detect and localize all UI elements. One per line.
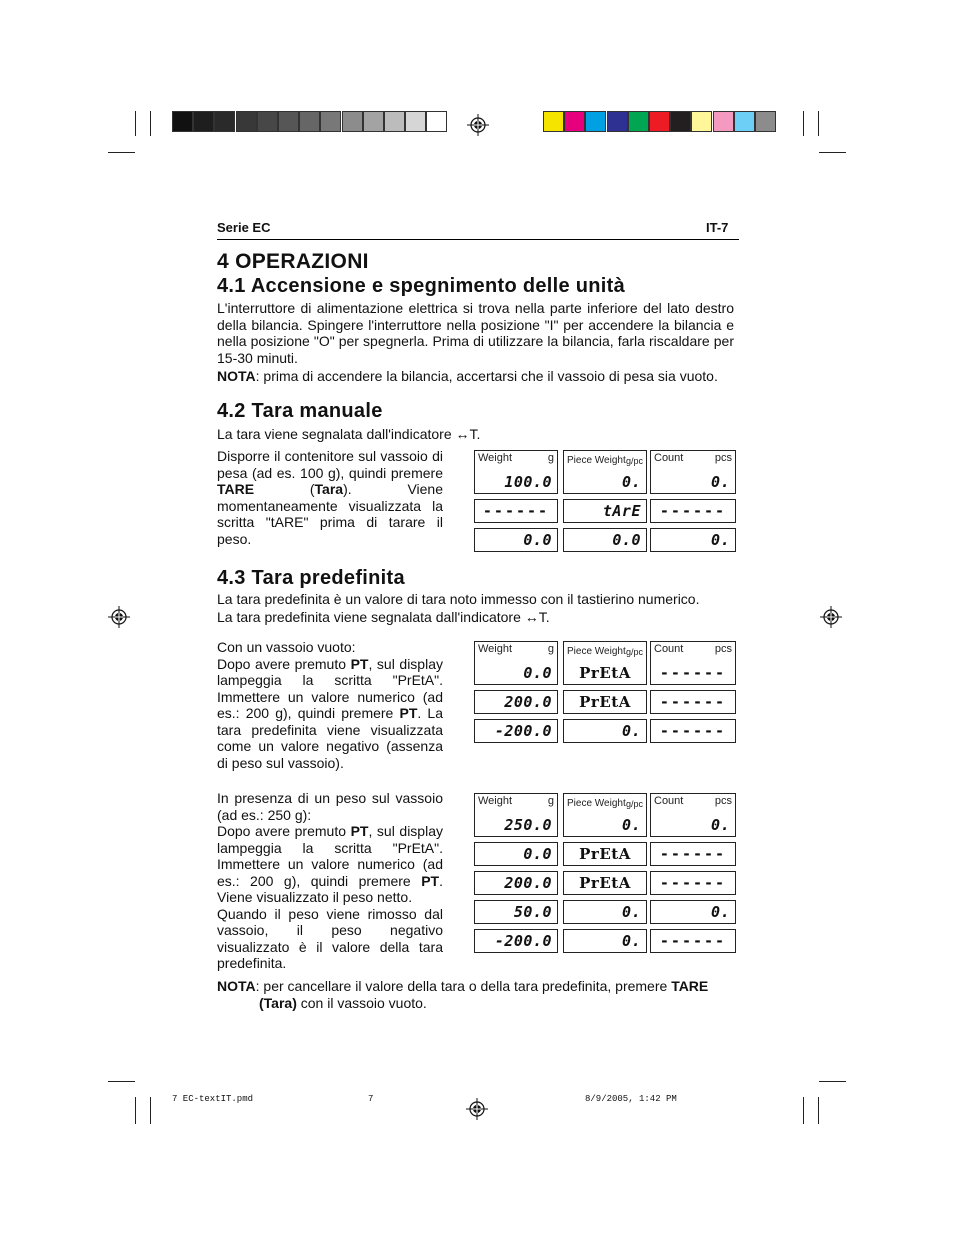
crop-mark	[803, 1097, 804, 1124]
tara-key: (Tara)	[259, 994, 297, 1011]
note-text: : prima di accendere la bilancia, accertarsi che il vassoio di pesa sia vuoto.	[255, 368, 718, 384]
display-unit: pcs	[714, 795, 732, 807]
display-readout: 0.	[710, 531, 730, 549]
section-4-3-intro-2: La tara predefinita viene segnalata dall'indicatore ↔T.	[217, 609, 550, 625]
display-cell	[563, 719, 647, 743]
display-readout: 0.	[621, 722, 641, 740]
display-cell	[563, 641, 647, 685]
display-cell	[563, 528, 647, 552]
display-cell	[650, 450, 736, 494]
display-readout: 0.	[621, 816, 641, 834]
display-cell	[474, 900, 558, 924]
display-readout: PrEtA	[579, 693, 631, 711]
color-swatch	[299, 111, 320, 132]
display-cell	[650, 900, 736, 924]
footer-date: 8/9/2005, 1:42 PM	[585, 1094, 677, 1104]
note-text: con il vassoio vuoto.	[296, 994, 427, 1011]
section-4-3-loaded-tray	[217, 790, 443, 972]
display-label: Piece Weight	[567, 646, 626, 657]
color-swatch	[384, 111, 405, 132]
display-readout: ------	[659, 664, 727, 682]
display-cell	[650, 641, 736, 685]
color-swatch	[257, 111, 278, 132]
crop-mark	[135, 1097, 136, 1124]
display-readout: ------	[659, 874, 727, 892]
color-swatch	[363, 111, 384, 132]
registration-mark-icon	[108, 606, 130, 628]
header-rule	[217, 239, 739, 240]
display-cell	[563, 871, 647, 895]
tare-key: TARE	[217, 481, 255, 497]
page-number: IT-7	[706, 220, 729, 235]
display-cell	[563, 793, 647, 837]
display-label: Weight	[478, 643, 513, 655]
final-note	[217, 978, 717, 1011]
display-unit: g/pc	[625, 647, 643, 657]
display-readout: 0.0	[612, 531, 641, 549]
color-swatch	[713, 111, 734, 132]
display-cell	[474, 871, 558, 895]
color-swatch	[543, 111, 564, 132]
registration-mark-icon	[467, 114, 489, 136]
crop-mark	[819, 152, 846, 153]
display-readout: 0.	[710, 473, 730, 491]
display-cell	[474, 641, 558, 685]
display-cell	[563, 499, 647, 523]
color-swatch	[755, 111, 776, 132]
crop-mark	[818, 1097, 819, 1124]
display-readout: 0.0	[523, 845, 552, 863]
series-label: Serie EC	[217, 220, 271, 235]
display-unit: g/pc	[625, 799, 643, 809]
step-text: . La tara predefinita viene visualizzata come un valore negativo (assenza di peso sul vassoio).	[217, 705, 443, 771]
section-4-1-title: 4.1 Accensione e spegnimento delle unità	[217, 275, 626, 297]
color-swatch	[236, 111, 257, 132]
display-cell	[650, 499, 736, 523]
pt-key: PT	[421, 872, 440, 889]
display-unit: pcs	[714, 452, 732, 464]
display-cell	[563, 690, 647, 714]
display-readout: ------	[659, 932, 727, 950]
crop-mark	[818, 111, 819, 136]
color-swatch	[320, 111, 341, 132]
display-readout: tArE	[602, 502, 641, 520]
section-4-2-title: 4.2 Tara manuale	[217, 400, 383, 422]
pt-key: PT	[350, 655, 369, 672]
display-cell	[563, 450, 647, 494]
display-cell	[474, 690, 558, 714]
color-swatch	[607, 111, 628, 132]
display-readout: ------	[659, 502, 727, 520]
display-unit: g/pc	[625, 456, 643, 466]
display-unit: g	[547, 643, 554, 655]
color-swatch	[193, 111, 214, 132]
display-panel-preset-loaded	[474, 793, 738, 955]
display-unit: pcs	[714, 643, 732, 655]
step-text: . Viene visualizzato il peso netto.	[217, 872, 443, 905]
step-text: Disporre il contenitore sul vassoio di pesa (ad es. 100 g), quindi premere	[217, 448, 443, 481]
display-cell	[650, 719, 736, 743]
crop-mark	[150, 111, 151, 136]
section-4-3-title: 4.3 Tara predefinita	[217, 567, 405, 589]
display-unit: g	[547, 795, 554, 807]
crop-mark	[150, 1097, 151, 1124]
display-cell	[563, 900, 647, 924]
pt-key: PT	[399, 705, 418, 721]
display-readout: 0.0	[523, 664, 552, 682]
display-readout: 0.0	[523, 531, 552, 549]
display-readout: 200.0	[504, 693, 552, 711]
display-cell	[474, 528, 558, 552]
footer-file: 7 EC-textIT.pmd	[172, 1094, 254, 1104]
color-swatch	[342, 111, 363, 132]
step-text: ). Viene momentaneamente visualizzata la scritta "tARE" prima di tarare il peso.	[217, 481, 443, 547]
step-text: Dopo avere premuto	[217, 655, 351, 672]
display-readout: 250.0	[504, 816, 552, 834]
display-readout: 100.0	[504, 473, 552, 491]
display-cell	[650, 842, 736, 866]
color-swatch	[405, 111, 426, 132]
crop-mark	[135, 111, 136, 136]
step-text: , sul display lampeggia la scritta "PrEtA". Immettere un valore numerico (ad es.: 200 g), quindi premere	[217, 823, 443, 889]
display-unit: g	[547, 452, 554, 464]
color-swatch	[278, 111, 299, 132]
display-readout: 0.	[710, 816, 730, 834]
display-label: Count	[654, 795, 684, 807]
step-text: Quando il peso viene rimosso dal vassoio, il peso negativo visualizzato è il valore della tara predefinita.	[217, 905, 443, 971]
step-text: (	[254, 481, 315, 497]
color-swatch	[172, 111, 193, 132]
crop-mark	[803, 111, 804, 136]
tare-key: TARE	[671, 978, 709, 994]
color-swatch	[649, 111, 670, 132]
display-readout: PrEtA	[579, 664, 631, 682]
crop-mark	[108, 1081, 135, 1082]
note-label: NOTA	[217, 368, 256, 384]
display-readout: 0.	[710, 903, 730, 921]
display-label: Piece Weight	[567, 455, 626, 466]
display-cell	[474, 719, 558, 743]
footer-page: 7	[368, 1094, 374, 1104]
color-swatch	[670, 111, 691, 132]
color-swatch	[214, 111, 235, 132]
display-label: Piece Weight	[567, 798, 626, 809]
step-text: Dopo avere premuto	[217, 823, 351, 839]
section-4-3-empty-tray	[217, 639, 443, 771]
section-4-2-step	[217, 448, 443, 547]
pt-key: PT	[350, 823, 369, 839]
registration-mark-icon	[820, 606, 842, 628]
display-panel-preset-empty	[474, 641, 738, 745]
display-cell	[474, 929, 558, 953]
display-readout: ------	[482, 502, 550, 520]
display-readout: 0.	[621, 473, 641, 491]
registration-mark-icon	[466, 1098, 488, 1120]
section-4-2-intro: La tara viene segnalata dall'indicatore ↔T.	[217, 426, 481, 442]
display-cell	[650, 793, 736, 837]
section-4-3-intro-1: La tara predefinita è un valore di tara noto immesso con il tastierino numerico.	[217, 591, 700, 607]
display-readout: 200.0	[504, 874, 552, 892]
crop-mark	[108, 152, 135, 153]
step-text: , sul display lampeggia la scritta "PrEtA". Immettere un valore numerico (ad es.: 200 g), quindi premere	[217, 655, 443, 721]
display-readout: ------	[659, 722, 727, 740]
display-readout: PrEtA	[579, 845, 631, 863]
display-readout: -200.0	[494, 932, 552, 950]
display-readout: 0.	[621, 932, 641, 950]
section-4-1-body: L'interruttore di alimentazione elettrica si trova nella parte inferiore del lato destro della bilancia. Spingere l'interruttore nella posizione "I" per accendere la bilancia e nella posizione "O" per spegnerla. Prima di utilizzare la bilancia, farla riscaldare per 15-30 minuti.	[217, 300, 734, 366]
display-cell	[650, 871, 736, 895]
display-readout: ------	[659, 845, 727, 863]
display-cell	[563, 842, 647, 866]
color-swatch	[628, 111, 649, 132]
color-swatch	[585, 111, 606, 132]
display-cell	[474, 842, 558, 866]
display-readout: -200.0	[494, 722, 552, 740]
display-cell	[650, 528, 736, 552]
crop-mark	[819, 1081, 846, 1082]
display-cell	[474, 450, 558, 494]
display-cell	[650, 690, 736, 714]
display-cell	[650, 929, 736, 953]
color-swatch	[691, 111, 712, 132]
section-4-1-note	[217, 368, 737, 385]
display-panel-tare	[474, 450, 738, 554]
display-label: Count	[654, 643, 684, 655]
display-readout: ------	[659, 693, 727, 711]
display-label: Count	[654, 452, 684, 464]
color-swatch	[426, 111, 447, 132]
display-readout: 50.0	[513, 903, 552, 921]
note-text: : per cancellare il valore della tara o della tara predefinita, premere	[255, 978, 672, 994]
display-readout: 0.	[621, 903, 641, 921]
display-cell	[474, 499, 558, 523]
color-swatch	[734, 111, 755, 132]
tara-key: Tara	[314, 481, 344, 497]
display-cell	[563, 929, 647, 953]
step-text: In presenza di un peso sul vassoio (ad es.: 250 g):	[217, 790, 443, 823]
note-label: NOTA	[217, 978, 256, 994]
step-text: Con un vassoio vuoto:	[217, 639, 356, 655]
display-cell	[474, 793, 558, 837]
color-swatch	[564, 111, 585, 132]
display-label: Weight	[478, 452, 513, 464]
display-label: Weight	[478, 795, 513, 807]
chapter-title: 4 OPERAZIONI	[217, 250, 369, 273]
display-readout: PrEtA	[579, 874, 631, 892]
